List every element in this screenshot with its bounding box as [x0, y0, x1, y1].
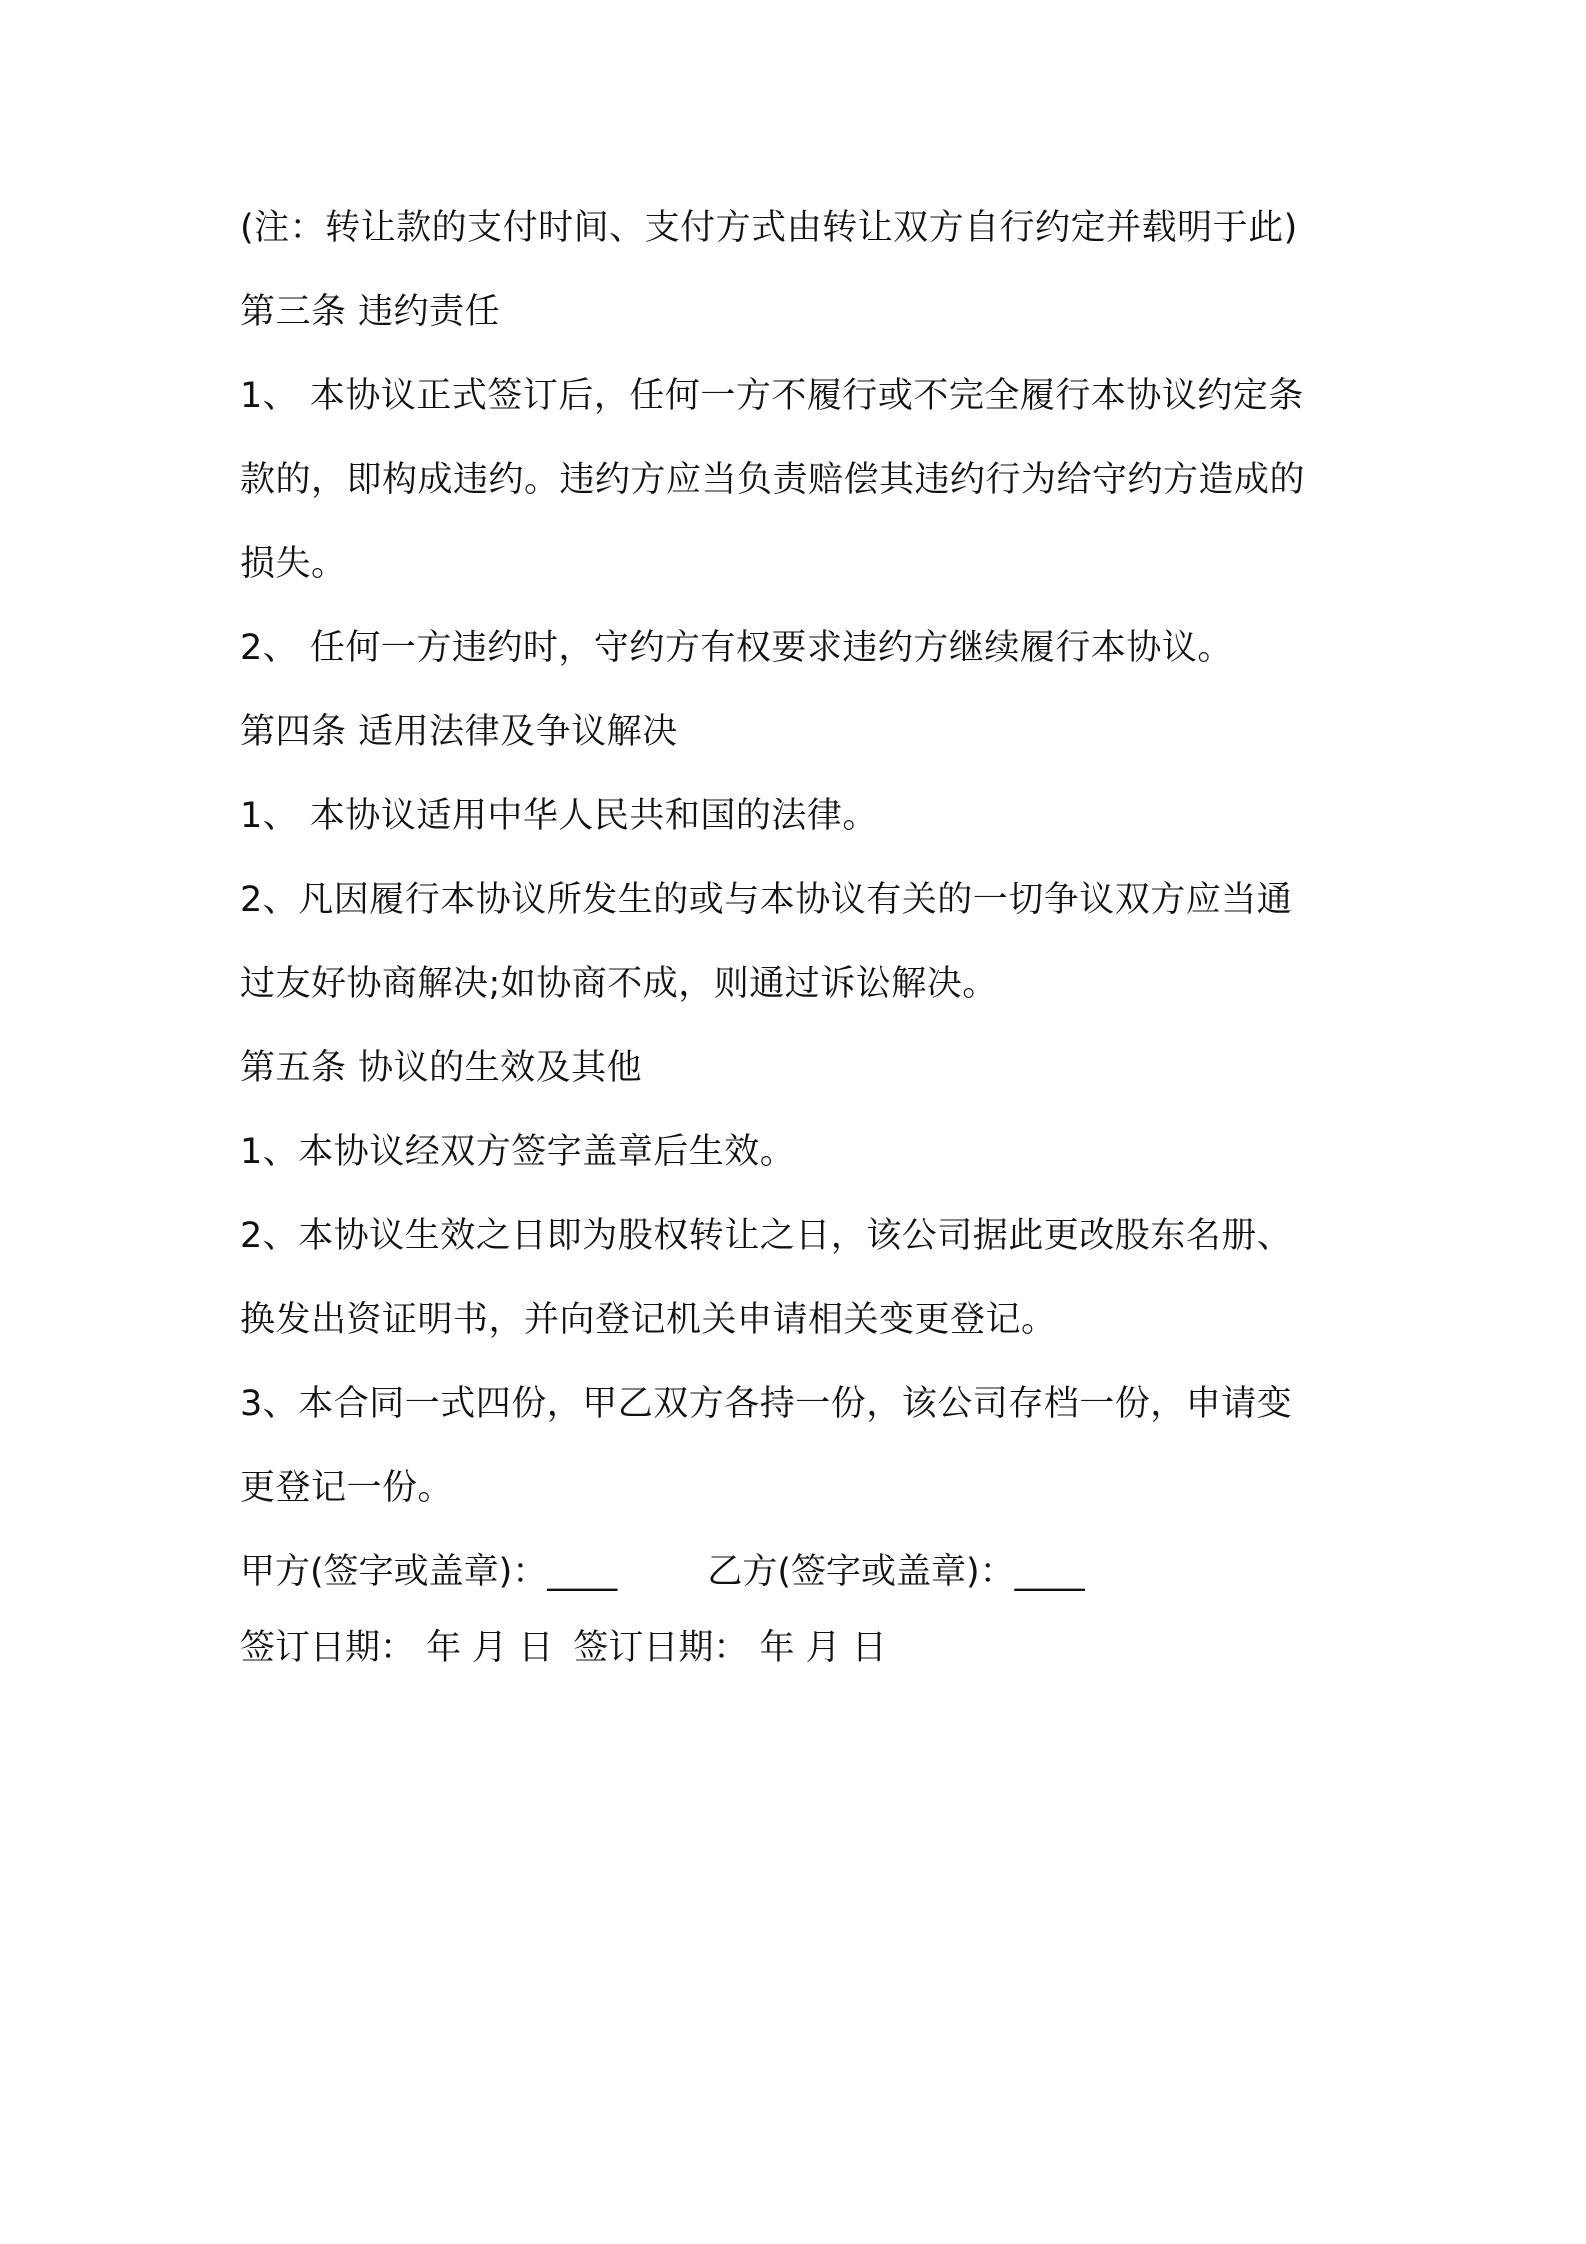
- article-4-item-1: 1、 本协议适用中华人民共和国的法律。: [240, 796, 878, 836]
- article-4-title: 第四条 适用法律及争议解决: [240, 712, 678, 752]
- article-5-item-3-line-1: 3、本合同一式四份，甲乙双方各持一份，该公司存档一份，申请变: [240, 1384, 1293, 1424]
- article-3-item-1-line-1: 1、 本协议正式签订后，任何一方不履行或不完全履行本协议约定条: [240, 376, 1304, 416]
- signature-row: [240, 1548, 1085, 1596]
- article-3-item-1-line-3: 损失。: [240, 544, 347, 584]
- article-5-title: 第五条 协议的生效及其他: [240, 1048, 643, 1088]
- party-b-signature: 乙方(签字或盖章)：____: [707, 1552, 1085, 1592]
- payment-note: (注：转让款的支付时间、支付方式由转让双方自行约定并载明于此): [240, 208, 1298, 248]
- article-5-item-2-line-1: 2、本协议生效之日即为股权转让之日，该公司据此更改股东名册、: [240, 1216, 1293, 1256]
- party-a-date: 签订日期： 年 月 日: [240, 1628, 554, 1668]
- article-4-item-2-line-2: 过友好协商解决;如协商不成，则通过诉讼解决。: [240, 964, 998, 1004]
- article-3-item-2: 2、 任何一方违约时，守约方有权要求违约方继续履行本协议。: [240, 628, 1233, 668]
- article-5-item-2-line-2: 换发出资证明书，并向登记机关申请相关变更登记。: [240, 1300, 1057, 1340]
- article-3-title: 第三条 违约责任: [240, 292, 501, 332]
- party-b-date: 签订日期： 年 月 日: [573, 1628, 887, 1668]
- party-a-signature: 甲方(签字或盖章)：____: [240, 1552, 618, 1592]
- article-5-item-1: 1、本协议经双方签字盖章后生效。: [240, 1132, 796, 1172]
- article-3-item-1-line-2: 款的，即构成违约。违约方应当负责赔偿其违约行为给守约方造成的: [240, 460, 1306, 500]
- article-5-item-3-line-2: 更登记一份。: [240, 1468, 454, 1508]
- date-row: [240, 1624, 887, 1672]
- article-4-item-2-line-1: 2、凡因履行本协议所发生的或与本协议有关的一切争议双方应当通: [240, 880, 1293, 920]
